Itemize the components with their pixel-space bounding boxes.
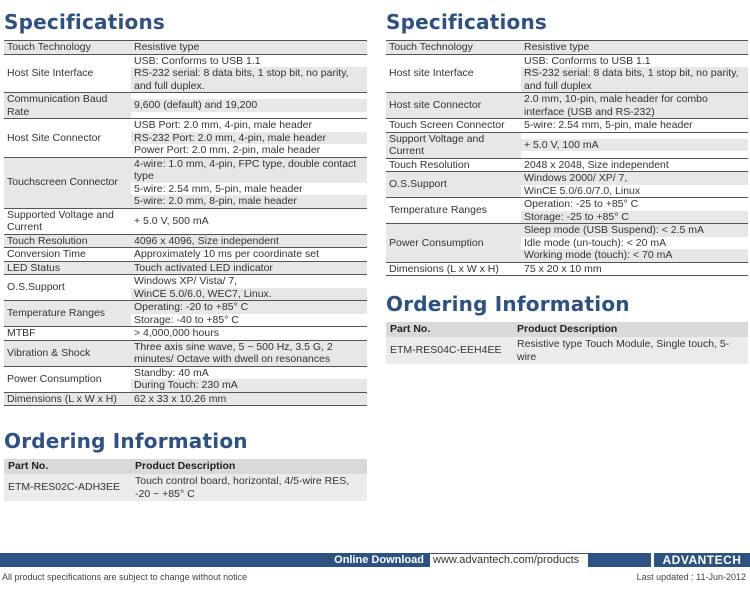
spec-value xyxy=(131,234,367,248)
spec-value xyxy=(521,132,748,158)
spec-value-line: 75 x 20 x 10 mm xyxy=(524,262,602,275)
spec-value xyxy=(131,301,367,327)
spec-value xyxy=(131,119,367,158)
part-number: ETM-RES02C-ADH3EE xyxy=(4,474,131,501)
spec-label: Power Consumption xyxy=(386,224,521,263)
spec-row xyxy=(386,198,748,224)
spec-label: Temperature Ranges xyxy=(386,198,521,224)
advantech-logo: ADVANTECH xyxy=(651,553,750,567)
ordering-row xyxy=(4,474,367,501)
spec-value-line: Storage: -25 to +85° C xyxy=(521,211,748,224)
spec-row xyxy=(386,119,748,133)
spec-value-line: WinCE 5.0/6.0, WEC7, Linux. xyxy=(131,288,367,301)
disclaimer-text: All product specifications are subject to change without notice xyxy=(2,572,248,582)
ordering-header-row xyxy=(386,322,748,337)
spec-row xyxy=(4,261,367,275)
right-column xyxy=(386,8,748,364)
spec-value xyxy=(521,172,748,198)
specifications-heading: Specifications xyxy=(4,10,166,34)
spec-row xyxy=(4,208,367,234)
spec-value xyxy=(131,366,367,392)
spec-label: Touchscreen Connector xyxy=(4,157,131,208)
spec-label: Host Site Interface xyxy=(4,54,131,93)
spec-label: Touch Screen Connector xyxy=(386,119,521,133)
spec-label: Support Voltage and Current xyxy=(386,132,521,158)
spec-value-line: Approximately 10 ms per coordinate set xyxy=(134,248,320,260)
spec-value-line: Power Port: 2.0 mm, 2-pin, male header xyxy=(134,144,321,156)
spec-value-line: During Touch: 230 mA xyxy=(131,379,367,392)
spec-value-line: 62 x 33 x 10.26 mm xyxy=(131,393,367,406)
spec-label: Touch Technology xyxy=(4,41,131,55)
last-updated-text: Last updated : 11-Jun-2012 xyxy=(636,572,746,582)
specifications-table xyxy=(4,40,367,406)
spec-label: Touch Technology xyxy=(386,41,521,55)
spec-value-line: 2.0 mm, 10-pin, male header for combo interface (USB and RS-232) xyxy=(521,93,748,118)
spec-value-line: > 4,000,000 hours xyxy=(134,327,219,339)
product-description-header: Product Description xyxy=(513,322,748,337)
spec-value-line: Three axis sine wave, 5 ~ 500 Hz, 3.5 G, 2 minutes/ Octave with dwell on resonances xyxy=(131,341,367,366)
spec-value-line: + 5.0 V, 500 mA xyxy=(134,214,209,227)
spec-value-line: USB Port: 2.0 mm, 4-pin, male header xyxy=(134,119,312,131)
ordering-information-heading: Ordering Information xyxy=(386,292,630,316)
spec-label: O.S.Support xyxy=(4,275,131,301)
spec-value xyxy=(131,327,367,341)
spec-value-line: 5-wire: 2.54 mm, 5-pin, male header xyxy=(134,182,303,195)
part-number: ETM-RES04C-EEH4EE xyxy=(386,337,513,364)
part-no-header: Part No. xyxy=(4,459,131,474)
spec-row xyxy=(386,172,748,198)
spec-value-line: Resistive type xyxy=(131,41,367,54)
spec-label: Host Site Connector xyxy=(4,119,131,158)
spec-row xyxy=(386,262,748,276)
spec-value-line: Working mode (touch): < 70 mA xyxy=(521,249,748,262)
spec-row xyxy=(4,157,367,208)
spec-value xyxy=(521,224,748,263)
spec-row xyxy=(386,132,748,158)
left-column xyxy=(4,8,367,501)
spec-value-line: Idle mode (un-touch): < 20 mA xyxy=(524,236,667,249)
spec-value xyxy=(131,340,367,366)
spec-label: O.S.Support xyxy=(386,172,521,198)
spec-row xyxy=(386,224,748,263)
spec-value xyxy=(131,275,367,301)
spec-label: Dimensions (L x W x H) xyxy=(386,262,521,276)
spec-value xyxy=(131,392,367,406)
spec-value-line: Windows XP/ Vista/ 7, xyxy=(134,275,238,287)
spec-row xyxy=(4,275,367,301)
spec-row xyxy=(386,41,748,55)
spec-value xyxy=(521,198,748,224)
spec-row xyxy=(4,41,367,55)
spec-row xyxy=(4,93,367,119)
spec-label: MTBF xyxy=(4,327,131,341)
spec-row xyxy=(4,366,367,392)
spec-value-line: Touch activated LED indicator xyxy=(131,262,367,275)
spec-value xyxy=(131,208,367,234)
spec-value-line: Storage: -40 to +85° C xyxy=(134,313,239,326)
specifications-table xyxy=(386,40,748,276)
spec-value xyxy=(521,119,748,133)
spec-value-line: 4-wire: 1.0 mm, 4-pin, FPC type, double contact type xyxy=(131,158,367,183)
spec-label: Temperature Ranges xyxy=(4,301,131,327)
spec-label: Dimensions (L x W x H) xyxy=(4,392,131,406)
spec-value xyxy=(521,158,748,172)
spec-row xyxy=(4,392,367,406)
spec-label: Conversion Time xyxy=(4,248,131,262)
spec-value xyxy=(521,41,748,55)
download-url-link[interactable]: www.advantech.com/products xyxy=(430,554,588,567)
spec-value-line: Sleep mode (USB Suspend): < 2.5 mA xyxy=(521,224,748,237)
spec-label: Vibration & Shock xyxy=(4,340,131,366)
spec-value-line: 2048 x 2048, Size independent xyxy=(524,158,669,171)
spec-value xyxy=(131,41,367,55)
spec-value-line: 5-wire: 2.54 mm, 5-pin, male header xyxy=(524,119,693,131)
ordering-table xyxy=(4,459,367,501)
spec-value-line: WinCE 5.0/6.0/7.0, Linux xyxy=(524,184,641,197)
spec-label: Supported Voltage and Current xyxy=(4,208,131,234)
spec-value-line: 5-wire: 2.0 mm, 8-pin, male header xyxy=(131,195,367,208)
online-download-label: Online Download xyxy=(334,554,424,566)
spec-row xyxy=(386,158,748,172)
spec-value-line: Operating: -20 to +85° C xyxy=(131,301,367,314)
product-description-header: Product Description xyxy=(131,459,367,474)
spec-value-line: RS-232 serial: 8 data bits, 1 stop bit, no parity, and full duplex xyxy=(521,67,748,92)
spec-label: Touch Resolution xyxy=(386,158,521,172)
spec-row xyxy=(4,327,367,341)
spec-value-line: RS-232 Port: 2.0 mm, 4-pin, male header xyxy=(131,132,367,145)
spec-row xyxy=(4,54,367,93)
spec-label: Power Consumption xyxy=(4,366,131,392)
ordering-table xyxy=(386,322,748,364)
spec-label: LED Status xyxy=(4,261,131,275)
spec-value-line: USB: Conforms to USB 1.1 xyxy=(134,54,261,67)
spec-row xyxy=(386,93,748,119)
ordering-header-row xyxy=(4,459,367,474)
spec-value-line: 9,600 (default) and 19,200 xyxy=(131,99,367,112)
spec-value-line: Resistive type xyxy=(521,41,748,54)
spec-label: Host site Interface xyxy=(386,54,521,93)
spec-row xyxy=(4,119,367,158)
spec-row xyxy=(4,340,367,366)
spec-value-line: + 5.0 V, 100 mA xyxy=(521,139,748,152)
spec-value xyxy=(131,248,367,262)
spec-row xyxy=(4,234,367,248)
specifications-heading: Specifications xyxy=(386,10,548,34)
spec-value xyxy=(131,157,367,208)
spec-value-line: Windows 2000/ XP/ 7, xyxy=(521,172,748,185)
ordering-row xyxy=(386,337,748,364)
spec-value xyxy=(521,54,748,93)
spec-value xyxy=(131,261,367,275)
spec-value xyxy=(131,54,367,93)
spec-value xyxy=(521,262,748,276)
spec-value-line: 4096 x 4096, Size independent xyxy=(131,235,367,248)
spec-value-line: Standby: 40 mA xyxy=(134,366,209,379)
part-no-header: Part No. xyxy=(386,322,513,337)
ordering-information-heading: Ordering Information xyxy=(4,429,248,453)
spec-value-line: USB: Conforms to USB 1.1 xyxy=(524,54,651,67)
spec-row xyxy=(4,301,367,327)
spec-row xyxy=(386,54,748,93)
spec-value xyxy=(131,93,367,119)
product-description: Touch control board, horizontal, 4/5-wire RES, -20 ~ +85° C xyxy=(131,474,367,501)
spec-value-line: Operation: -25 to +85° C xyxy=(524,198,639,210)
spec-label: Host site Connector xyxy=(386,93,521,119)
product-description: Resistive type Touch Module, Single touch, 5-wire xyxy=(513,337,748,364)
spec-value xyxy=(521,93,748,119)
spec-label: Communication Baud Rate xyxy=(4,93,131,119)
spec-value-line: RS-232 serial: 8 data bits, 1 stop bit, no parity, and full duplex. xyxy=(131,67,367,92)
spec-label: Touch Resolution xyxy=(4,234,131,248)
spec-row xyxy=(4,248,367,262)
